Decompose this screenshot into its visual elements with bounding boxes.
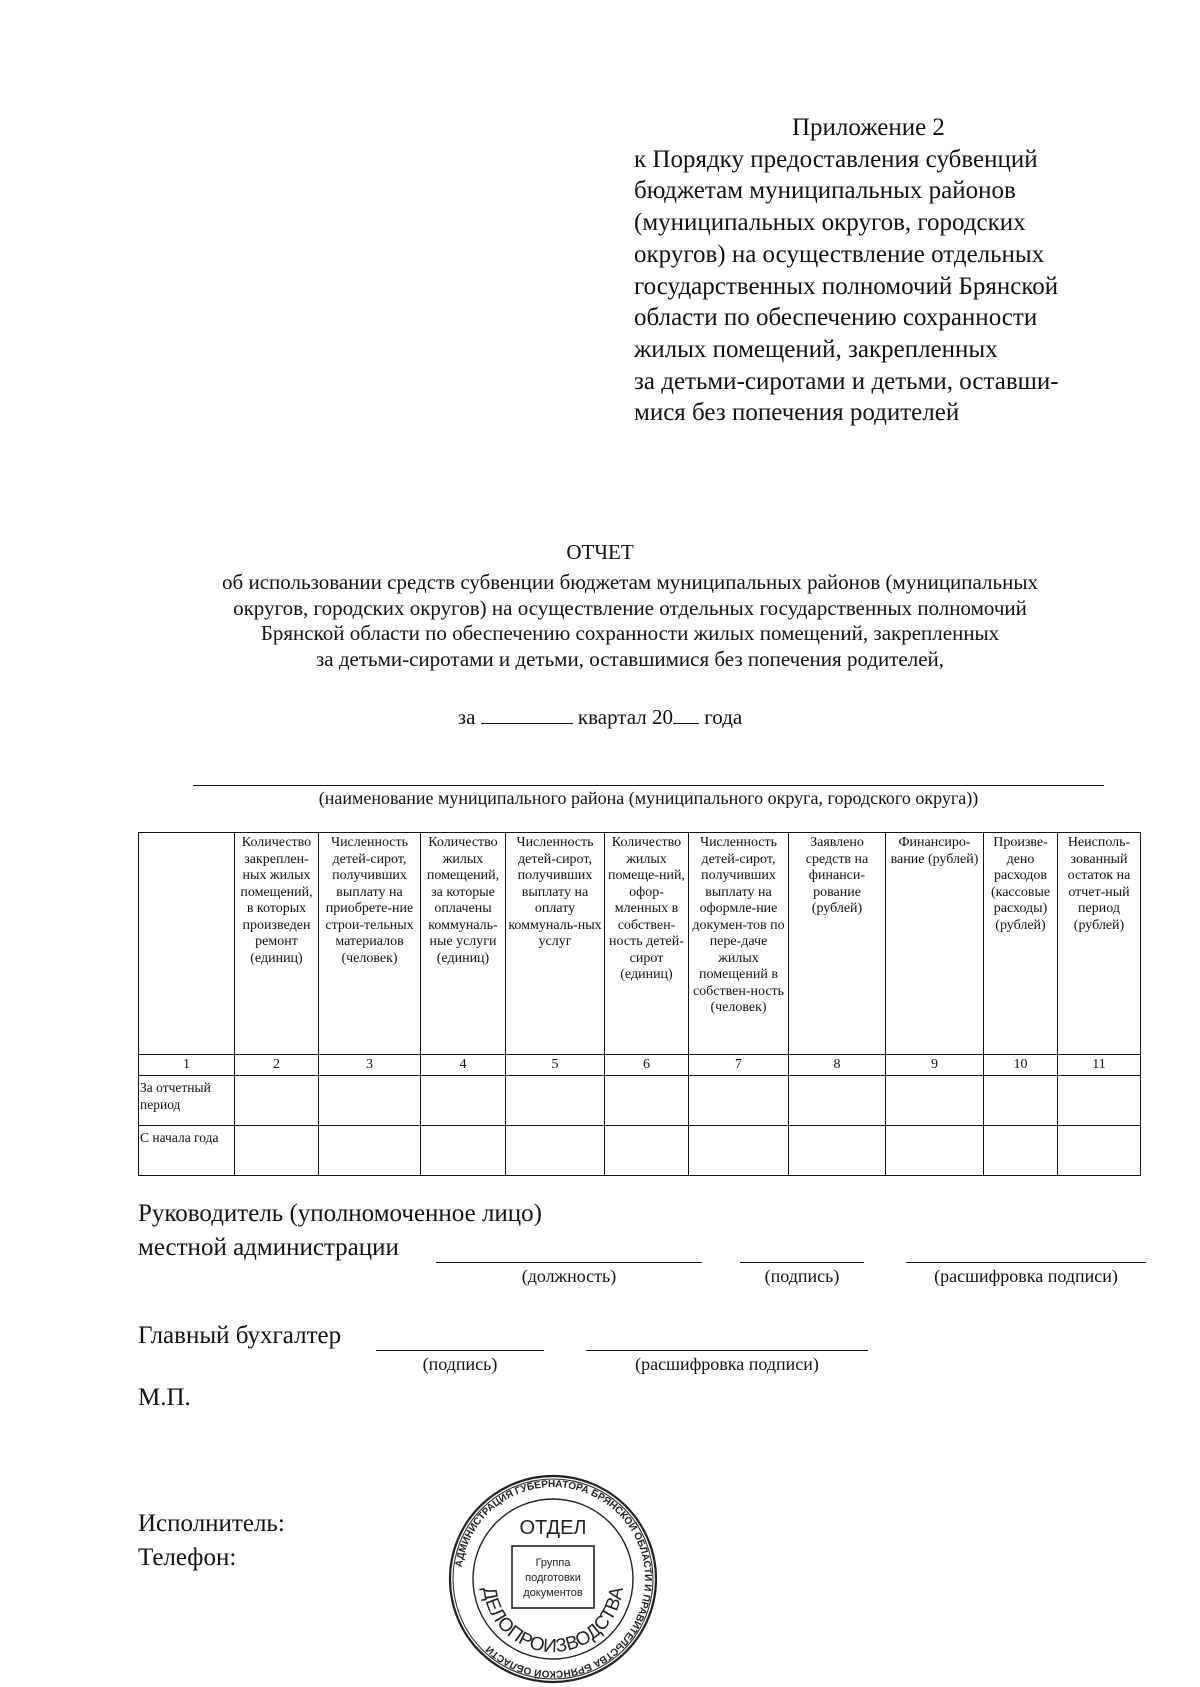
table-cell[interactable]	[605, 1126, 689, 1176]
head-signature-field[interactable]	[740, 1262, 864, 1263]
column-number: 4	[421, 1055, 506, 1076]
org-name-caption: (наименование муниципального района (муниципального округа, городского округа))	[318, 788, 979, 808]
caption-decoding: (расшифровка подписи)	[934, 1266, 1118, 1286]
appendix-line: жилых помещений, закрепленных	[634, 335, 998, 363]
appendix-line: области по обеспечению сохранности	[634, 304, 1038, 332]
stamp-dept-top: ОТДЕЛ	[519, 1517, 587, 1539]
period-suffix: года	[704, 705, 743, 729]
appendix-line: (муниципальных округов, городских	[634, 209, 1026, 237]
table-cell[interactable]	[506, 1126, 605, 1176]
header-cell: Численность детей-сирот, получивших выплату на приобрете-ние строи-тельных материалов (человек)	[319, 833, 421, 1055]
position-field[interactable]	[436, 1262, 702, 1263]
table-cell[interactable]	[235, 1076, 319, 1126]
stamp-dept-arc: ДЕЛОПРОИЗВОДСТВА	[478, 1585, 628, 1658]
column-number: 1	[139, 1055, 235, 1076]
column-number: 8	[789, 1055, 886, 1076]
stamp-center-line: подготовки	[525, 1572, 581, 1584]
appendix-line: государственных полномочий Брянской	[634, 272, 1059, 300]
executor-label: Исполнитель:	[138, 1510, 285, 1537]
column-number: 6	[605, 1055, 689, 1076]
table-cell[interactable]	[319, 1126, 421, 1176]
quarter-field[interactable]	[481, 723, 573, 724]
report-title: ОТЧЕТ	[566, 540, 634, 564]
table-cell[interactable]	[1058, 1076, 1141, 1126]
stamp-center-line: Группа	[535, 1557, 571, 1569]
acc-caption-signature: (подпись)	[422, 1354, 498, 1374]
period-prefix: за	[457, 705, 476, 729]
head-label-line1: Руководитель (уполномоченное лицо)	[138, 1200, 543, 1227]
head-label-line2: местной администрации	[138, 1234, 399, 1261]
phone-label: Телефон:	[138, 1544, 237, 1571]
column-number-row	[139, 1055, 1141, 1076]
period-middle: квартал 20	[577, 705, 673, 729]
head-decoding-field[interactable]	[906, 1262, 1146, 1263]
table-cell[interactable]	[689, 1076, 789, 1126]
year-field[interactable]	[673, 723, 699, 724]
header-cell: Численность детей-сирот, получивших выплату на оформле-ние докумен-тов по пере-даче жилых помещений в собствен-ность (человек)	[689, 833, 789, 1055]
column-number: 10	[984, 1055, 1058, 1076]
stamp-center-line: документов	[523, 1587, 583, 1599]
appendix-line: бюджетам муниципальных районов	[634, 177, 1016, 205]
table-cell[interactable]	[1058, 1126, 1141, 1176]
row-label: За отчетный период	[139, 1076, 235, 1126]
header-cell	[139, 833, 235, 1055]
caption-position: (должность)	[521, 1266, 617, 1286]
appendix-line: мися без попечения родителей	[634, 399, 960, 427]
appendix-title: Приложение 2	[792, 114, 945, 141]
table-cell[interactable]	[689, 1126, 789, 1176]
subtitle-line: об использовании средств субвенции бюджетам муниципальных районов (муниципальных	[222, 570, 1038, 594]
appendix-line: к Порядку предоставления субвенций	[634, 145, 1038, 173]
column-number: 5	[506, 1055, 605, 1076]
header-cell: Произве-дено расходов (кассовые расходы) (рублей)	[984, 833, 1058, 1055]
table-cell[interactable]	[886, 1076, 984, 1126]
header-cell: Заявлено средств на финанси-рование (рублей)	[789, 833, 886, 1055]
caption-signature: (подпись)	[764, 1266, 840, 1286]
report-period	[0, 705, 1200, 730]
appendix-header	[634, 112, 1154, 429]
accountant-signature-field[interactable]	[376, 1350, 544, 1351]
table-row	[139, 1076, 1141, 1126]
table-cell[interactable]	[886, 1126, 984, 1176]
accountant-decoding-field[interactable]	[586, 1350, 868, 1351]
column-number: 3	[319, 1055, 421, 1076]
subtitle-line: Брянской области по обеспечению сохранности жилых помещений, закрепленных	[260, 621, 1000, 645]
official-stamp	[448, 1474, 658, 1684]
column-number: 9	[886, 1055, 984, 1076]
table-cell[interactable]	[789, 1076, 886, 1126]
header-cell: Численность детей-сирот, получивших выплату на оплату коммуналь-ных услуг	[506, 833, 605, 1055]
header-cell: Количество жилых помеще-ний, офор-мленных в собствен-ность детей-сирот (единиц)	[605, 833, 689, 1055]
report-table	[138, 832, 1141, 1176]
column-number: 11	[1058, 1055, 1141, 1076]
column-number: 7	[689, 1055, 789, 1076]
table-cell[interactable]	[789, 1126, 886, 1176]
table-cell[interactable]	[984, 1126, 1058, 1176]
seal-place-label: М.П.	[138, 1384, 191, 1411]
org-name-field[interactable]	[193, 785, 1104, 786]
header-cell: Количество жилых помещений, за которые оплачены коммуналь-ные услуги (единиц)	[421, 833, 506, 1055]
subtitle-line: за детьми-сиротами и детьми, оставшимися без попечения родителей,	[315, 646, 945, 671]
row-label: С начала года	[139, 1126, 235, 1176]
appendix-line: за детьми-сиротами и детьми, оставши-	[634, 367, 1059, 395]
table-cell[interactable]	[421, 1126, 506, 1176]
table-cell[interactable]	[506, 1076, 605, 1126]
table-cell[interactable]	[421, 1076, 506, 1126]
table-header-row	[139, 833, 1141, 1055]
appendix-line: округов) на осуществление отдельных	[634, 240, 1045, 268]
table-cell[interactable]	[235, 1126, 319, 1176]
accountant-label: Главный бухгалтер	[138, 1322, 342, 1349]
column-number: 2	[235, 1055, 319, 1076]
table-row	[139, 1126, 1141, 1176]
subtitle-line: округов, городских округов) на осуществление отдельных государственных полномочий	[233, 595, 1027, 620]
table-cell[interactable]	[605, 1076, 689, 1126]
stamp-outer-text: АДМИНИСТРАЦИЯ ГУБЕРНАТОРА БРЯНСКОЙ ОБЛАСТИ И ПРАВИТЕЛЬСТВА БРЯНСКОЙ ОБЛАСТИ	[453, 1478, 654, 1680]
header-cell: Неисполь-зованный остаток на отчет-ный период (рублей)	[1058, 833, 1141, 1055]
acc-caption-decoding: (расшифровка подписи)	[635, 1354, 819, 1374]
table-cell[interactable]	[984, 1076, 1058, 1126]
header-cell: Количество закреплен-ных жилых помещений, в которых произведен ремонт (единиц)	[235, 833, 319, 1055]
header-cell: Финансиро-вание (рублей)	[886, 833, 984, 1055]
report-subtitle	[130, 570, 1130, 672]
table-cell[interactable]	[319, 1076, 421, 1126]
